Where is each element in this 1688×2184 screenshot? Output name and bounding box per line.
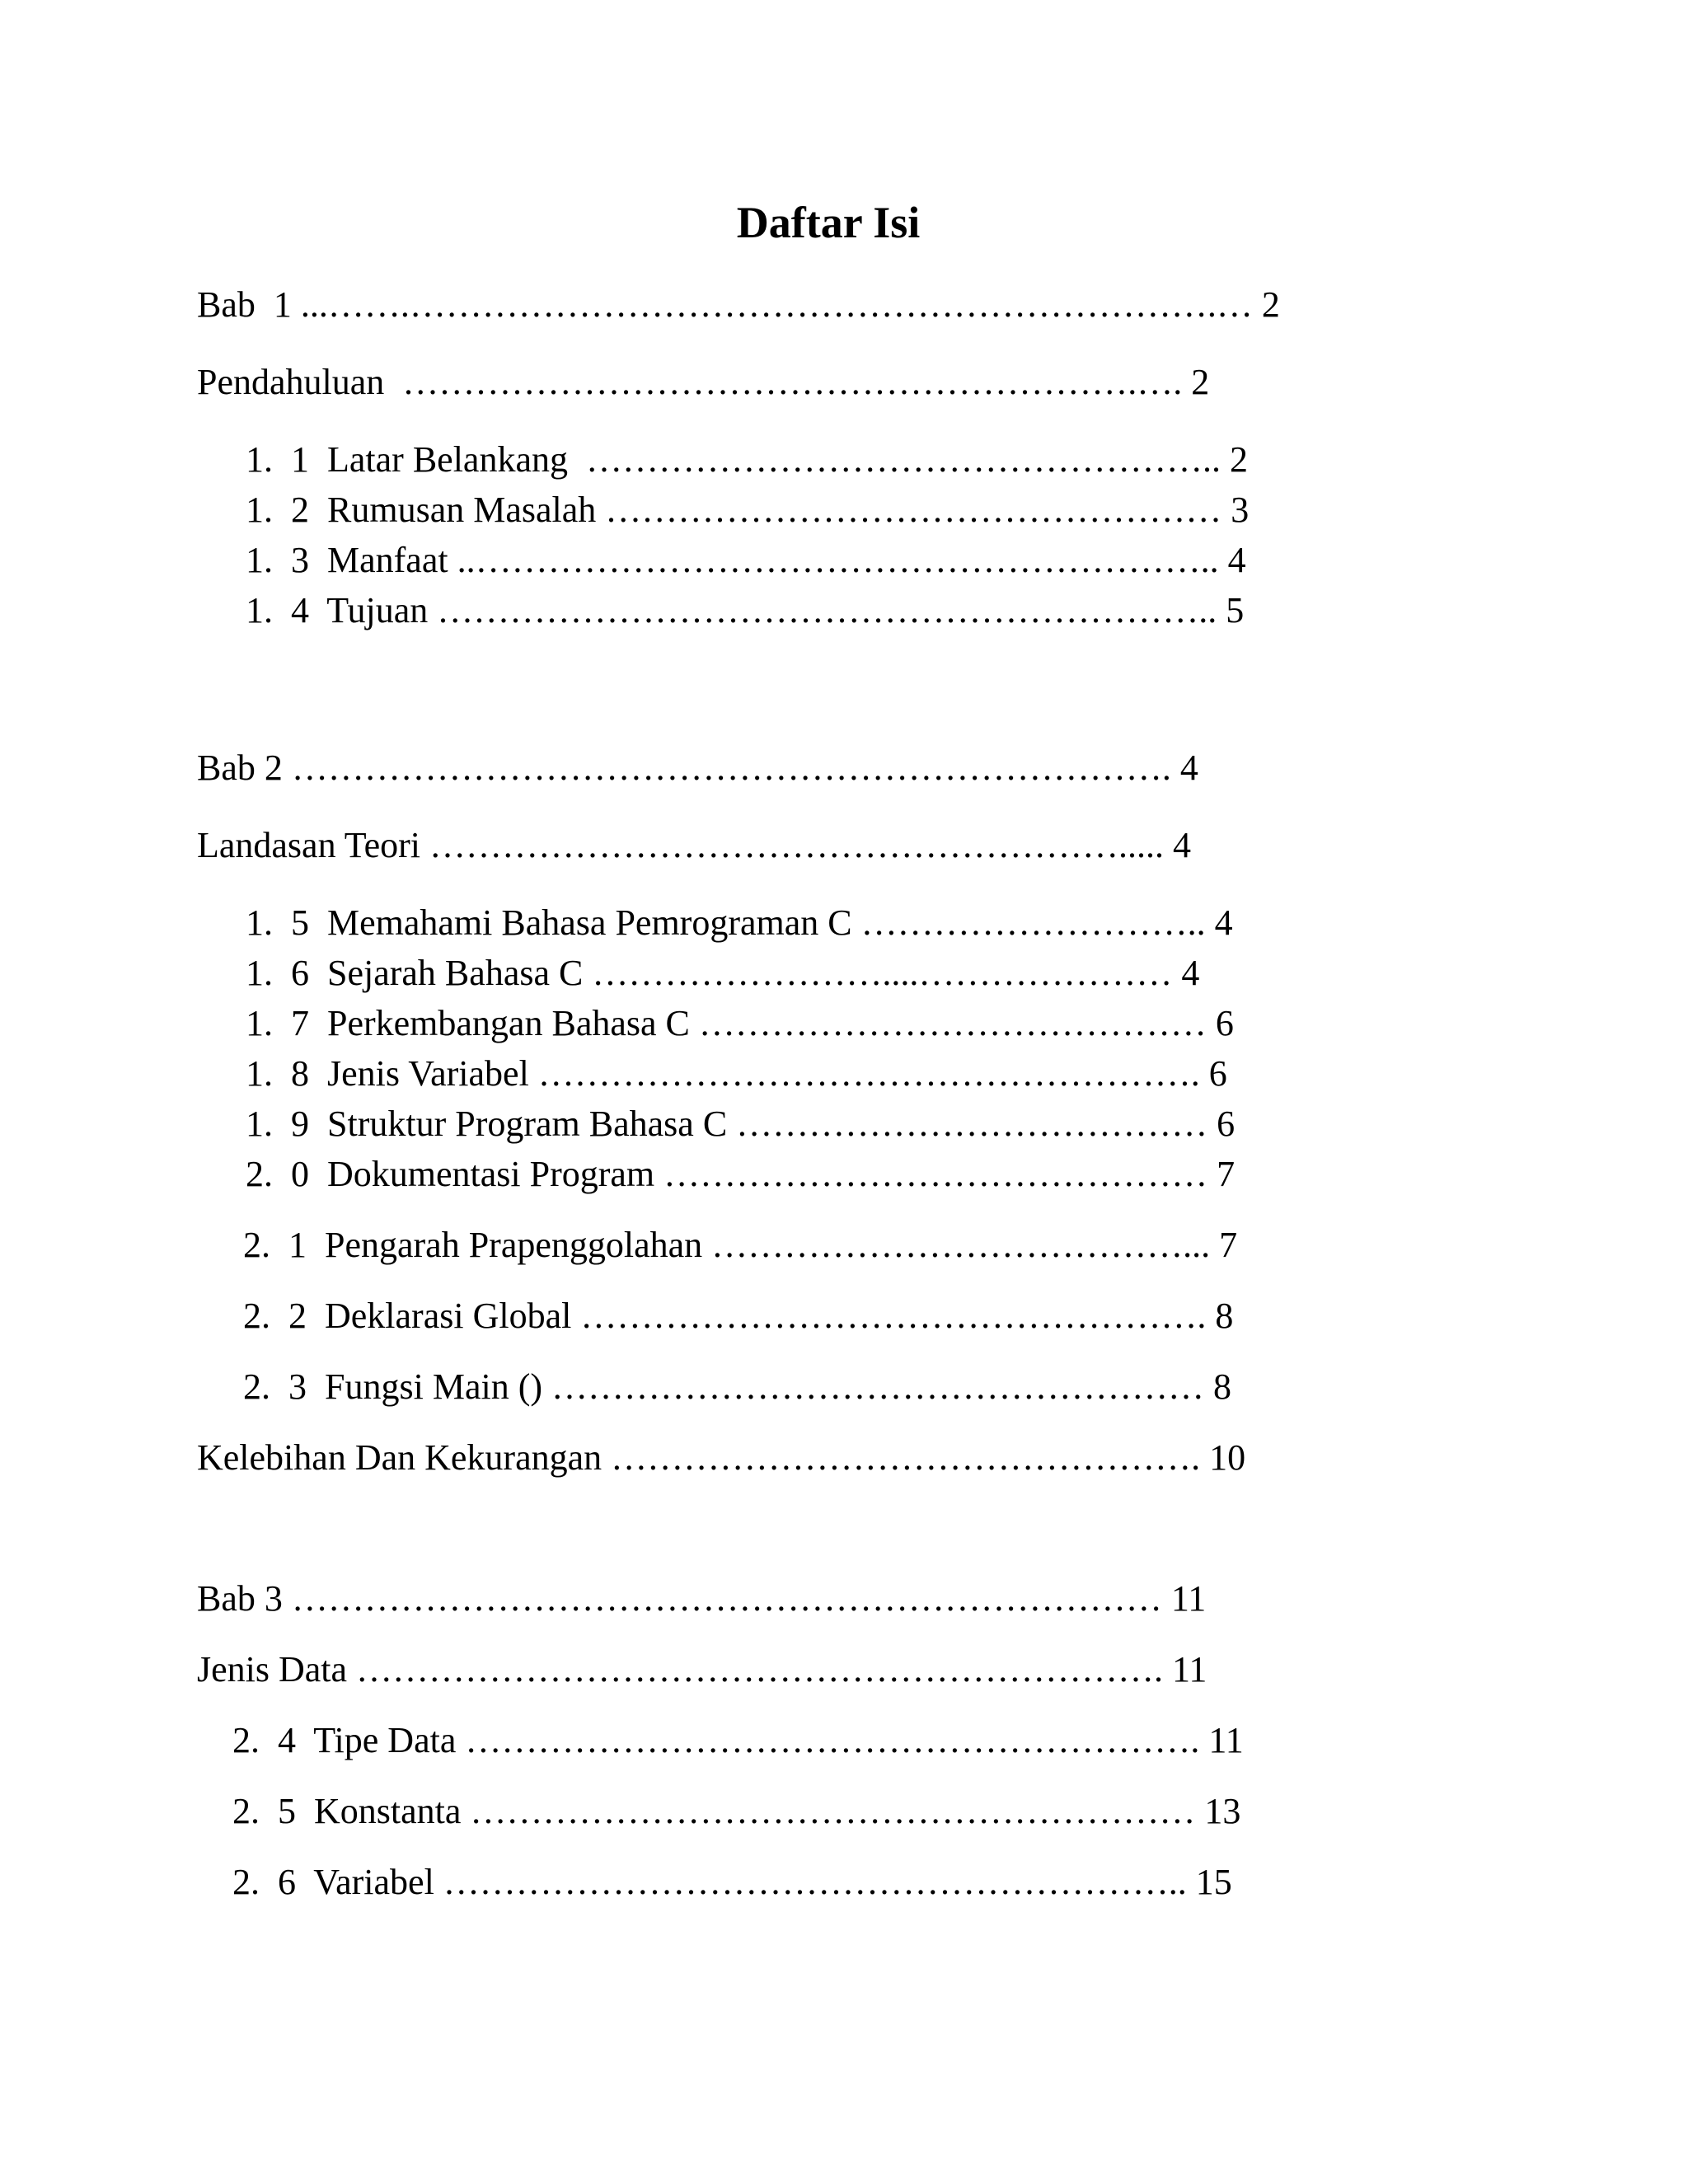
toc-entry-1-6: 1. 6 Sejarah Bahasa C ……………………....………………… 4 bbox=[246, 953, 1200, 993]
toc-entry-1-1: 1. 1 Latar Belankang …………………………………………….. 2 bbox=[246, 439, 1248, 480]
toc-entry-bab-3: Bab 3 ……………………………………………………………… 11 bbox=[197, 1578, 1207, 1619]
toc-entry-2-1: 2. 1 Pengarah Prapenggolahan …………………………………... 7 bbox=[243, 1225, 1238, 1265]
toc-entry-1-8: 1. 8 Jenis Variabel ………………………………………………. 6 bbox=[246, 1053, 1227, 1094]
toc-entry-2-2: 2. 2 Deklarasi Global ……………………………………………. 8 bbox=[243, 1296, 1234, 1336]
page-title: Daftar Isi bbox=[736, 198, 921, 247]
toc-entry-bab-2: Bab 2 ………………………………………………………………. 4 bbox=[197, 748, 1198, 788]
toc-entry-bab-1: Bab 1 ...…….………………………………………………………….… 2 bbox=[197, 284, 1280, 325]
toc-entry-2-5: 2. 5 Konstanta …………………………………………………… 13 bbox=[232, 1791, 1241, 1831]
toc-entry-1-4: 1. 4 Tujuan ……………………………………………………….. 5 bbox=[246, 590, 1245, 630]
toc-entry-kelebihan: Kelebihan Dan Kekurangan …………………………………………. 10 bbox=[197, 1437, 1246, 1478]
toc-entry-1-3: 1. 3 Manfaat ..…………………………………………………….. 4 bbox=[246, 540, 1246, 580]
toc-entry-1-2: 1. 2 Rumusan Masalah …………………………………………… 3 bbox=[246, 490, 1250, 530]
toc-entry-2-0: 2. 0 Dokumentasi Program ……………………………………… 7 bbox=[246, 1154, 1236, 1194]
toc-entry-2-6: 2. 6 Variabel …………………………………………………….. 15 bbox=[232, 1862, 1232, 1902]
toc-entry-landasan-teori: Landasan Teori …………………………………………………..... 4 bbox=[197, 825, 1192, 865]
toc-entry-jenis-data: Jenis Data …………………………………………………………. 11 bbox=[197, 1649, 1207, 1690]
toc-entry-2-4: 2. 4 Tipe Data ……………………………………………………. 11 bbox=[232, 1720, 1244, 1760]
toc-entry-1-7: 1. 7 Perkembangan Bahasa C …………………………………… 6 bbox=[246, 1003, 1234, 1043]
toc-entry-pendahuluan: Pendahuluan …………………………………………………….…. 2 bbox=[197, 362, 1210, 402]
toc-entry-1-9: 1. 9 Struktur Program Bahasa C ………………………………… 6 bbox=[246, 1104, 1236, 1144]
toc-entry-2-3: 2. 3 Fungsi Main () ……………………………………………… 8 bbox=[243, 1366, 1231, 1407]
toc-entry-1-5: 1. 5 Memahami Bahasa Pemrograman C ……………………….. 4 bbox=[246, 902, 1233, 943]
